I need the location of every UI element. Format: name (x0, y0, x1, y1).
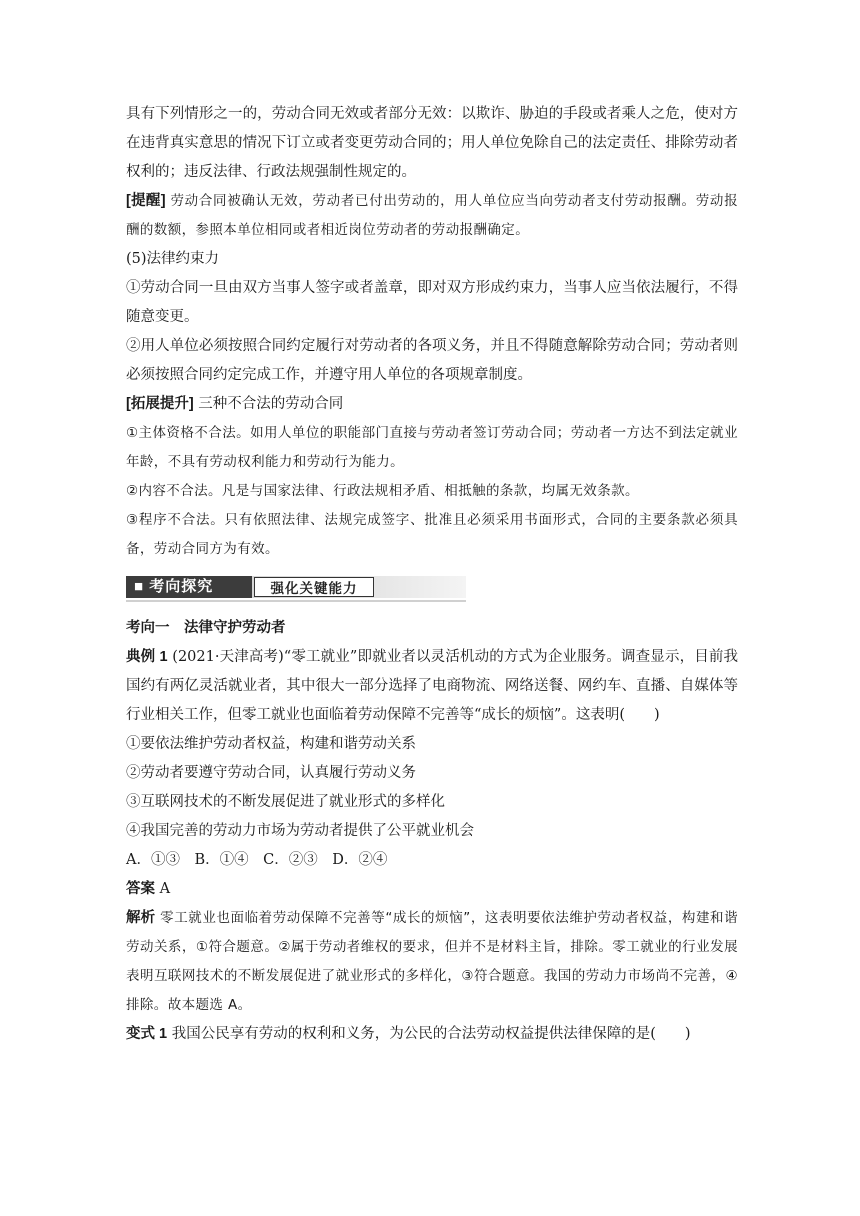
example-label: 典例 1 (126, 649, 168, 665)
answer-label: 答案 (126, 881, 155, 897)
option-4: ④我国完善的劳动力市场为劳动者提供了公平就业机会 (126, 823, 474, 839)
invalid-contract-paragraph: 具有下列情形之一的，劳动合同无效或者部分无效：以欺诈、胁迫的手段或者乘人之危，使对方在违背真实意思的情况下订立或者变更劳动合同的；用人单位免除自己的法定责任、排除劳动者权利的；违反法律、行政法规强制性规定的。 (126, 106, 738, 180)
banner-box (254, 577, 374, 597)
analysis-paragraph (126, 904, 738, 1020)
answer-value: A (159, 881, 171, 897)
document-page (126, 100, 738, 1049)
extension-title: 三种不合法的劳动合同 (198, 396, 344, 412)
option-2: ②劳动者要遵守劳动合同，认真履行劳动义务 (126, 765, 416, 781)
heading-legal-binding: (5)法律约束力 (126, 251, 220, 267)
choices-line: A．①③ B．①④ C．②③ D．②④ (126, 852, 388, 868)
option-3: ③互联网技术的不断发展促进了就业形式的多样化 (126, 794, 445, 810)
extension-label: [拓展提升] (126, 396, 194, 412)
banner-dark-label: ■ 考向探究 (134, 578, 214, 595)
banner-dark-block (126, 576, 252, 598)
option-1: ①要依法维护劳动者权益，构建和谐劳动关系 (126, 736, 416, 752)
variant-label: 变式 1 (126, 1026, 168, 1042)
extension-heading (126, 390, 738, 419)
section-title: 考向一 法律守护劳动者 (126, 620, 286, 636)
example-text: (2021·天津高考)“零工就业”即就业者以灵活机动的方式为企业服务。调查显示，目前我国约有两亿灵活就业者，其中很大一部分选择了电商物流、网络送餐、网约车、直播、自媒体等行业相关工作，但零工就业也面临着劳动保障不完善等“成长的烦恼”。这表明( ) (126, 649, 739, 723)
answer-line (126, 875, 738, 904)
extension-item-3: ③程序不合法。只有依照法律、法规完成签字、批准且必须采用书面形式，合同的主要条款必须具备，劳动合同方为有效。 (126, 512, 738, 557)
analysis-label: 解析 (126, 910, 156, 926)
variant-text: 我国公民享有劳动的权利和义务，为公民的合法劳动权益提供法律保障的是( ) (171, 1026, 691, 1042)
section-banner (126, 570, 738, 606)
extension-item-1: ①主体资格不合法。如用人单位的职能部门直接与劳动者签订劳动合同；劳动者一方达不到法定就业年龄，不具有劳动权利能力和劳动行为能力。 (126, 425, 738, 470)
tip-text: 劳动合同被确认无效，劳动者已付出劳动的，用人单位应当向劳动者支付劳动报酬。劳动报酬的数额，参照本单位相同或者相近岗位劳动者的劳动报酬确定。 (126, 193, 738, 238)
example-paragraph (126, 643, 738, 730)
banner-underline (126, 600, 466, 602)
binding-item-2: ②用人单位必须按照合同约定履行对劳动者的各项义务，并且不得随意解除劳动合同；劳动者则必须按照合同约定完成工作，并遵守用人单位的各项规章制度。 (126, 338, 738, 383)
banner-box-label: 强化关键能力 (270, 581, 358, 596)
binding-item-1: ①劳动合同一旦由双方当事人签字或者盖章，即对双方形成约束力，当事人应当依法履行，不得随意变更。 (126, 280, 738, 325)
extension-item-2: ②内容不合法。凡是与国家法律、行政法规相矛盾、相抵触的条款，均属无效条款。 (126, 483, 639, 499)
variant-paragraph (126, 1020, 738, 1049)
tip-label: [提醒] (126, 193, 166, 209)
tip-paragraph (126, 187, 738, 245)
analysis-text: 零工就业也面临着劳动保障不完善等“成长的烦恼”，这表明要依法维护劳动者权益，构建和谐劳动关系，①符合题意。②属于劳动者维权的要求，但并不是材料主旨，排除。零工就业的行业发展表明互联网技术的不断发展促进了就业形式的多样化，③符合题意。我国的劳动力市场尚不完善，④排除。故本题选 A。 (126, 910, 739, 1013)
